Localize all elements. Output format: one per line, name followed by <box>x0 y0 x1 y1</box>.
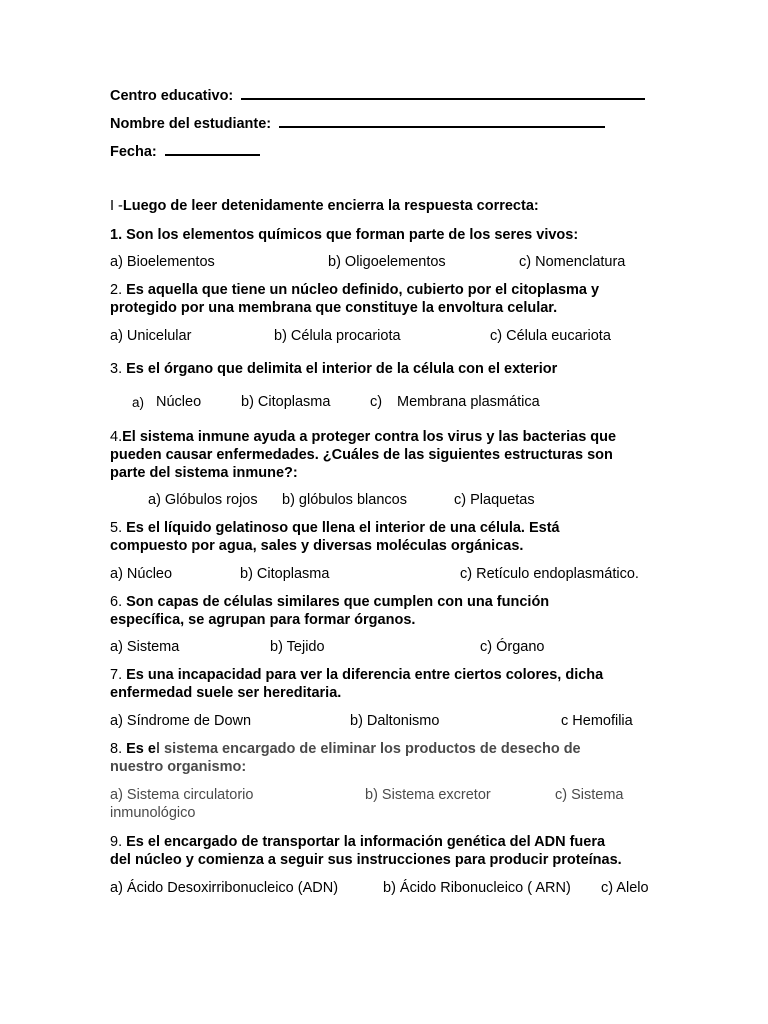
q8-option-b[interactable]: b) Sistema excretor <box>365 787 491 803</box>
question-number: 6. <box>110 594 123 610</box>
centro-label: Centro educativo: <box>110 88 234 104</box>
q3-option-c[interactable]: Membrana plasmática <box>397 394 540 410</box>
nombre-label: Nombre del estudiante: <box>110 116 272 132</box>
q6-option-c[interactable]: c) Órgano <box>480 639 545 655</box>
q8-option-a[interactable]: a) Sistema circulatorio <box>110 787 254 803</box>
q4-option-a[interactable]: a) Glóbulos rojos <box>148 492 258 508</box>
question-9 <box>110 833 605 851</box>
question-number: 1. <box>110 227 123 243</box>
question-6-line-2: específica, se agrupan para formar órganos. <box>110 612 416 628</box>
question-text: Es el órgano que delimita el interior de la célula con el exterior <box>126 361 558 377</box>
q5-option-b[interactable]: b) Citoplasma <box>240 566 330 582</box>
question-text: Es el líquido gelatinoso que llena el interior de una célula. Está <box>126 520 560 536</box>
question-9-line-2: del núcleo y comienza a seguir sus instrucciones para producir proteínas. <box>110 852 622 868</box>
q3-option-a[interactable]: Núcleo <box>156 394 202 410</box>
section-instruction <box>110 197 539 215</box>
nombre-row <box>110 114 605 133</box>
nombre-blank[interactable] <box>279 114 605 128</box>
question-5-line-2: compuesto por agua, sales y diversas moléculas orgánicas. <box>110 538 524 554</box>
q5-option-c[interactable]: c) Retículo endoplasmático. <box>460 566 639 582</box>
question-text: Son capas de células similares que cumplen con una función <box>126 594 550 610</box>
fecha-label: Fecha: <box>110 144 157 160</box>
question-number: 5. <box>110 520 123 536</box>
question-8-line-2: nuestro organismo: <box>110 759 247 775</box>
q9-option-c[interactable]: c) Alelo <box>601 880 649 896</box>
q2-option-c[interactable]: c) Célula eucariota <box>490 328 611 344</box>
q9-option-b[interactable]: b) Ácido Ribonucleico ( ARN) <box>383 880 571 896</box>
question-2-line-2: protegido por una membrana que constituye la envoltura celular. <box>110 300 558 316</box>
question-4-line-3: parte del sistema inmune?: <box>110 465 298 481</box>
question-text: Son los elementos químicos que forman parte de los seres vivos: <box>126 227 579 243</box>
q1-option-c[interactable]: c) Nomenclatura <box>519 254 626 270</box>
question-4 <box>110 428 616 446</box>
q3-option-a-letter[interactable]: a) <box>132 395 145 410</box>
question-8 <box>110 740 581 758</box>
q7-option-c[interactable]: c Hemofilia <box>561 713 633 729</box>
fecha-row <box>110 142 260 161</box>
q4-option-c[interactable]: c) Plaquetas <box>454 492 535 508</box>
question-number: 3. <box>110 361 123 377</box>
question-number: 4. <box>110 429 123 445</box>
question-text: Es aquella que tiene un núcleo definido, cubierto por el citoplasma y <box>126 282 600 298</box>
q7-option-b[interactable]: b) Daltonismo <box>350 713 440 729</box>
instruction-text: Luego de leer detenidamente encierra la respuesta correcta: <box>122 198 539 214</box>
q8-option-c[interactable]: c) Sistema <box>555 787 624 803</box>
question-7-line-2: enfermedad suele ser hereditaria. <box>110 685 342 701</box>
question-text-rest: l sistema encargado de eliminar los productos de desecho de <box>155 741 581 757</box>
q3-option-c-letter[interactable]: c) <box>370 394 383 410</box>
question-text: El sistema inmune ayuda a proteger contra los virus y las bacterias que <box>122 429 617 445</box>
question-2 <box>110 281 599 299</box>
question-5 <box>110 519 560 537</box>
question-number: 8. <box>110 741 123 757</box>
q2-option-b[interactable]: b) Célula procariota <box>274 328 401 344</box>
q9-option-a[interactable]: a) Ácido Desoxirribonucleico (ADN) <box>110 880 339 896</box>
q4-option-b[interactable]: b) glóbulos blancos <box>282 492 407 508</box>
question-4-line-2: pueden causar enfermedades. ¿Cuáles de las siguientes estructuras son <box>110 447 613 463</box>
q8-option-c-continued[interactable]: inmunológico <box>110 805 196 821</box>
q6-option-b[interactable]: b) Tejido <box>270 639 325 655</box>
q7-option-a[interactable]: a) Síndrome de Down <box>110 713 252 729</box>
q6-option-a[interactable]: a) Sistema <box>110 639 180 655</box>
question-3 <box>110 360 557 378</box>
q5-option-a[interactable]: a) Núcleo <box>110 566 173 582</box>
question-1 <box>110 226 578 244</box>
question-text: Es una incapacidad para ver la diferencia entre ciertos colores, dicha <box>126 667 604 683</box>
fecha-blank[interactable] <box>165 142 260 156</box>
q1-option-a[interactable]: a) Bioelementos <box>110 254 215 270</box>
question-text-start: Es e <box>126 741 156 757</box>
question-6 <box>110 593 549 611</box>
section-roman: I - <box>110 198 123 214</box>
question-7 <box>110 666 603 684</box>
q1-option-b[interactable]: b) Oligoelementos <box>328 254 446 270</box>
question-number: 2. <box>110 282 123 298</box>
question-text: Es el encargado de transportar la información genética del ADN fuera <box>126 834 606 850</box>
q2-option-a[interactable]: a) Unicelular <box>110 328 192 344</box>
centro-row <box>110 86 645 105</box>
q3-option-b[interactable]: b) Citoplasma <box>241 394 331 410</box>
question-number: 9. <box>110 834 123 850</box>
question-number: 7. <box>110 667 123 683</box>
centro-blank[interactable] <box>241 86 645 100</box>
